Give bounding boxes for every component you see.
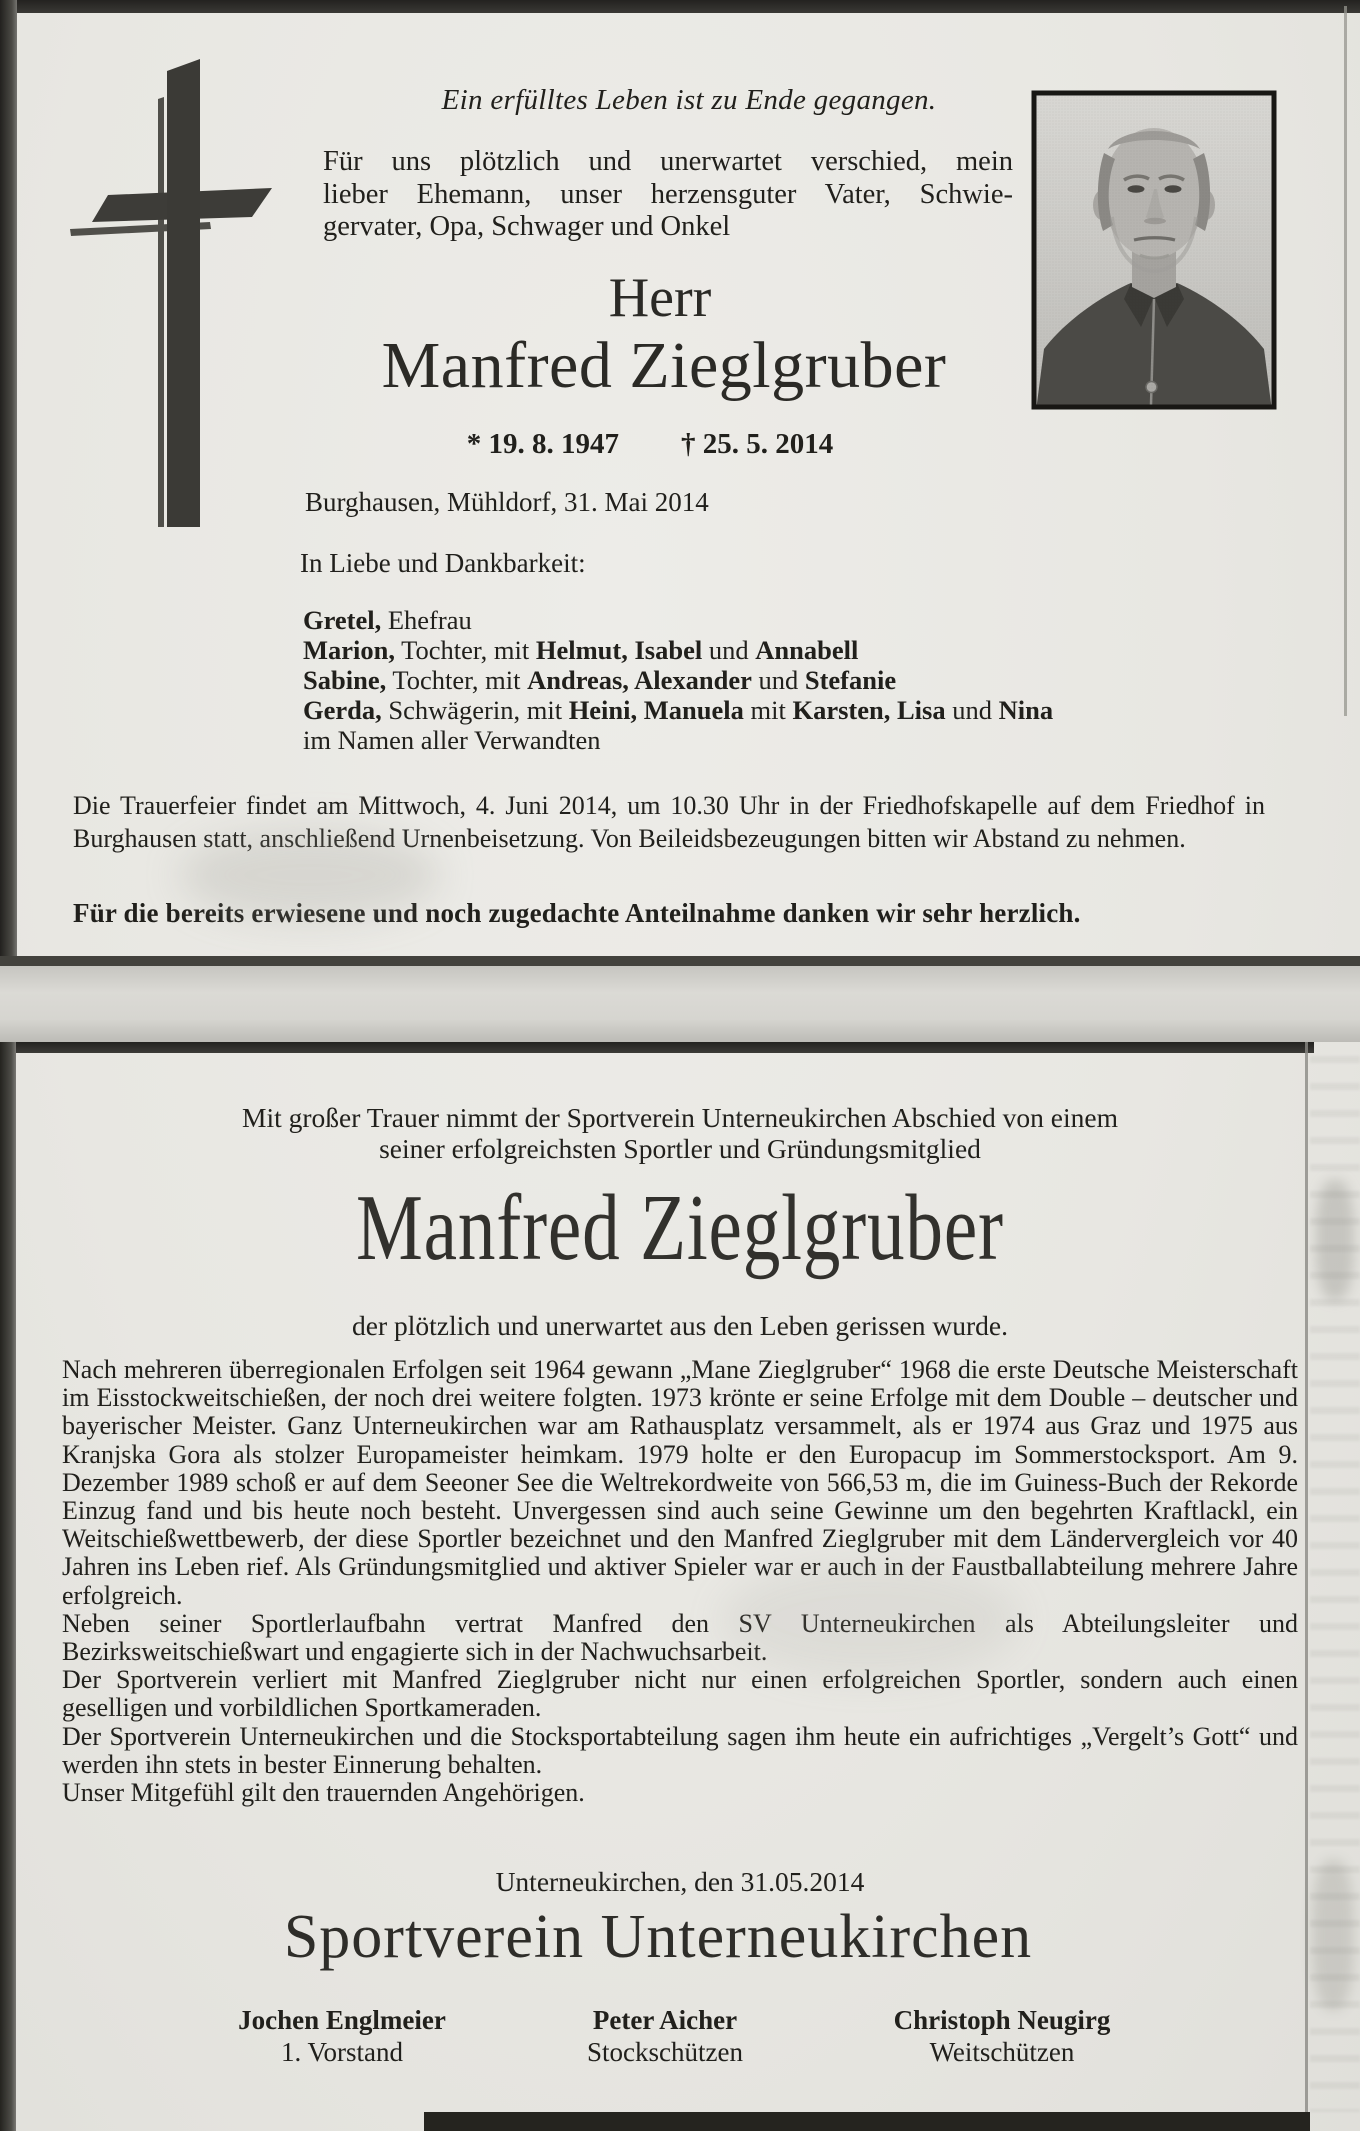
- club-deceased-name-text: Manfred Zieglgruber: [356, 1176, 1004, 1280]
- life-dates: [350, 428, 950, 461]
- frame-right: [1344, 6, 1347, 716]
- signature-name: Peter Aicher: [592, 2005, 738, 2035]
- place-date: Burghausen, Mühldorf, 31. Mai 2014: [305, 487, 709, 517]
- club-paragraph: Nach mehreren überregionalen Erfolgen seit 1964 gewann „Mane Zieglgruber“ 1968 die erste Deutsche Meisterschaft im Eisstockweitschießen, der noch drei weitere folgten. 1973 krönte er seine Erfolge mit dem Double – deutscher und bayerischer Meister. Ganz Unterneukirchen war am Rathausplatz versammelt, als er 1974 aus Graz und 1975 aus Kranjska Gora als stolzer Europameister heimkam. 1979 holte er den Europacup im Sommerstocksport. Am 9. Dezember 1989 schoß er auf dem Seeoner See die Weltrekordweite von 566,53 m, die im Guiness-Buch der Rekorde Einzug fand und bis heute noch besteht. Unvergessen sind auch seine Gewinne um den begehrten Kraftlackl, ein Weitschießwettbewerb, der diese Sportler bezeichnet und den Manfred Zieglgruber mit dem Ländervergleich vor 40 Jahren ins Leben rief. Als Gründungsmitglied und aktiver Spieler war er auch in der Faustballabteilung mehrere Jahre erfolgreich.: [62, 1355, 1298, 1610]
- mourner-line: Gretel, Ehefrau: [303, 605, 472, 635]
- signature-block: [842, 2004, 1162, 2068]
- mourner-line: Sabine, Tochter, mit Andreas, Alexander und Stefanie: [303, 665, 897, 695]
- mourner-line: im Namen aller Verwandten: [303, 725, 601, 755]
- thanks-line: Für die bereits erwiesene und noch zugedachte Anteilnahme danken wir sehr herzlich.: [73, 898, 1081, 928]
- next-notice-edge: [424, 2112, 1310, 2131]
- mourners-list: [303, 605, 1053, 755]
- signature-block: [505, 2004, 825, 2068]
- bleed-through-smudge: [1316, 1180, 1354, 1300]
- club-name: Sportverein Unterneukirchen: [283, 1903, 1033, 1971]
- salutation: Herr: [608, 267, 712, 329]
- christian-cross-icon: [70, 56, 285, 528]
- deceased-name: Manfred Zieglgruber: [381, 329, 947, 402]
- club-heading-line: seiner erfolgreichsten Sportler und Gründungsmitglied: [379, 1133, 981, 1164]
- paper-stain: [720, 1560, 1020, 1680]
- frame-top: [0, 1042, 1314, 1053]
- separator-band: [0, 966, 1360, 1042]
- club-place-date: Unterneukirchen, den 31.05.2014: [495, 1866, 865, 1897]
- signature-role: Stockschützen: [587, 2037, 743, 2067]
- birth-date: * 19. 8. 1947: [466, 428, 619, 460]
- paper-stain: [180, 830, 440, 920]
- frame-bottom: [0, 956, 1360, 966]
- signature-name: Christoph Neugirg: [893, 2005, 1111, 2035]
- death-date: † 25. 5. 2014: [681, 428, 834, 460]
- club-paragraph: Unser Mitgefühl gilt den trauernden Angehörigen.: [62, 1778, 585, 1808]
- signatures-row: [0, 2004, 1316, 2094]
- mourner-line: Gerda, Schwägerin, mit Heini, Manuela mit Karsten, Lisa und Nina: [303, 695, 1054, 725]
- mourner-line: Marion, Tochter, mit Helmut, Isabel und Annabell: [303, 635, 859, 665]
- club-subtitle: der plötzlich und unerwartet aus den Leben gerissen wurde.: [352, 1310, 1008, 1341]
- club-paragraph: Der Sportverein Unterneukirchen und die Stocksportabteilung sagen ihm heute ein aufrichtiges „Vergelt’s Gott“ und werden ihn stets in bester Einnerung behalten.: [62, 1721, 1298, 1779]
- signature-role: 1. Vorstand: [280, 2037, 403, 2067]
- portrait-photo: [1028, 86, 1280, 414]
- club-heading-line: Mit großer Trauer nimmt der Sportverein Unterneukirchen Abschied von einem: [242, 1102, 1118, 1133]
- funeral-info: Die Trauerfeier findet am Mittwoch, 4. Juni 2014, um 10.30 Uhr in der Friedhofskapelle auf dem Friedhof in Burghausen statt, anschließend Urnenbeisetzung. Von Beileidsbezeugungen bitten wir Abstand zu nehmen.: [73, 791, 1265, 853]
- signature-role: Weitschützen: [929, 2037, 1075, 2067]
- club-heading: [10, 1102, 1350, 1164]
- club-body: [62, 1356, 1298, 1807]
- gratitude-line: In Liebe und Dankbarkeit:: [300, 548, 586, 578]
- intro-line: lieber Ehemann, unser herzensguter Vater, Schwie-: [323, 178, 1013, 210]
- club-deceased-name: [30, 1178, 1330, 1278]
- club-paragraph: Der Sportverein verliert mit Manfred Zieglgruber nicht nur einen erfolgreichen Sportler, sondern auch einen geselligen und vorbildlichen Sportkameraden.: [62, 1665, 1298, 1723]
- frame-left: [0, 0, 17, 966]
- epigraph: Ein erfülltes Leben ist zu Ende gegangen.: [441, 84, 937, 116]
- club-paragraph: Neben seiner Sportlerlaufbahn vertrat Manfred den SV Unterneukirchen als Abteilungsleiter und Bezirksweitschießwart und engagierte sich in der Nachwuchsarbeit.: [62, 1608, 1298, 1667]
- intro-paragraph: [323, 146, 1013, 244]
- signature-block: [182, 2004, 502, 2068]
- bleed-through-smudge: [1312, 1860, 1354, 2010]
- intro-line: Für uns plötzlich und unerwartet verschied, mein: [323, 146, 1013, 177]
- frame-top: [0, 0, 1360, 13]
- signature-name: Jochen Englmeier: [238, 2005, 446, 2035]
- intro-line: gervater, Opa, Schwager und Onkel: [323, 211, 731, 242]
